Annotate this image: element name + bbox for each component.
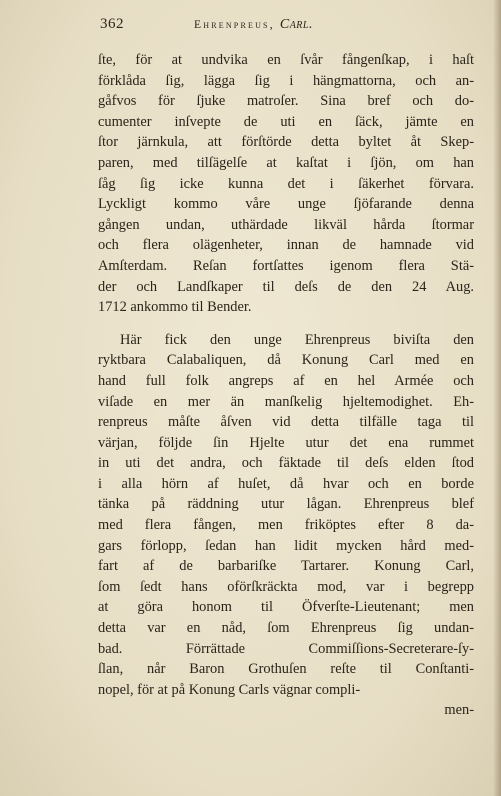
text-line: ryktbara Calabaliquen, då Konung Carl med en xyxy=(98,352,474,369)
text-line: hand full folk angreps af en hel Armée och xyxy=(98,372,474,389)
text-line: ſtor järnkula, att förſtörde detta byltet åt Skep- xyxy=(98,134,474,151)
text-line: gåfvos för ſjuke matroſer. Sina bref och do- xyxy=(98,93,474,110)
running-header xyxy=(100,16,480,38)
body-text xyxy=(98,50,474,721)
text-line: ſåg ſig icke kunna det i ſäkerhet förvara. xyxy=(98,175,474,192)
text-line: gars förlopp, ſedan han lidit mycken hård med- xyxy=(98,537,474,554)
text-line: med flera fången, men friköptes efter 8 da- xyxy=(98,517,474,534)
catchword: men- xyxy=(444,702,474,719)
text-line: i alla hörn af huſet, då hvar och en borde xyxy=(98,475,474,492)
paragraph-2 xyxy=(98,330,474,701)
text-line: gången undan, uthärdade likväl hårda ſtormar xyxy=(98,216,474,233)
text-line: nopel, för at på Konung Carls vägnar compli- xyxy=(98,681,361,698)
text-line: tänka på räddning utur lågan. Ehrenpreus blef xyxy=(98,496,474,513)
text-line: Amſterdam. Reſan fortſattes igenom flera Stä- xyxy=(98,257,474,274)
text-line: renpreus måſte åſven vid detta tilfälle taga til xyxy=(98,414,474,431)
page-edge-shadow xyxy=(493,0,501,796)
text-line: fart af de barbariſke Tartarer. Konung Carl, xyxy=(98,558,474,575)
paragraph-gap xyxy=(98,318,474,330)
text-line: värjan, följde ſin Hjelte utur det ena rummet xyxy=(98,434,474,451)
text-line: ſlan, når Baron Grothuſen reſte til Conſtanti- xyxy=(98,661,474,678)
running-title-name: Carl. xyxy=(279,17,313,32)
page-number: 362 xyxy=(100,16,124,32)
text-line: bad. Förrättade Commiſſions-Secreterare-ſy- xyxy=(98,640,474,657)
text-line: viſade en mer än manſkelig hjeltemodighet. Eh- xyxy=(98,393,474,410)
running-title-surname: Ehrenpreus xyxy=(194,19,270,31)
text-line: Lyckligt kommo våre unge ſjöfarande denna xyxy=(98,196,474,213)
text-line: 1712 ankommo til Bender. xyxy=(98,299,252,316)
text-line: Här fick den unge Ehrenpreus biviſta den xyxy=(120,331,474,348)
text-line: in uti det andra, och fäktade til deſs elden ſtod xyxy=(98,455,474,472)
text-line: der och Landſkaper til deſs de den 24 Aug. xyxy=(98,278,474,295)
text-line: paren, med tilſägelſe at kaſtat i ſjön, om han xyxy=(98,154,474,171)
running-title: Ehrenpreus, Carl. xyxy=(194,17,313,32)
text-line: ſte, för at undvika en ſvår fångenſkap, i haſt xyxy=(98,52,474,68)
paragraph-1 xyxy=(98,50,474,318)
text-line: ſom ſedt hans oförſkräckta mod, var i begrepp xyxy=(98,578,474,595)
text-line: cumenter inſvepte de uti en ſäck, jämte en xyxy=(98,113,474,130)
text-line: och flera olägenheter, innan de hamnade vid xyxy=(98,237,474,254)
text-line: förklåda ſig, lägga ſig i hängmattorna, och an- xyxy=(98,72,474,89)
text-line: at göra honom til Öfverſte-Lieutenant; men xyxy=(98,599,474,616)
text-line: detta var en nåd, ſom Ehrenpreus ſig undan- xyxy=(98,620,474,637)
